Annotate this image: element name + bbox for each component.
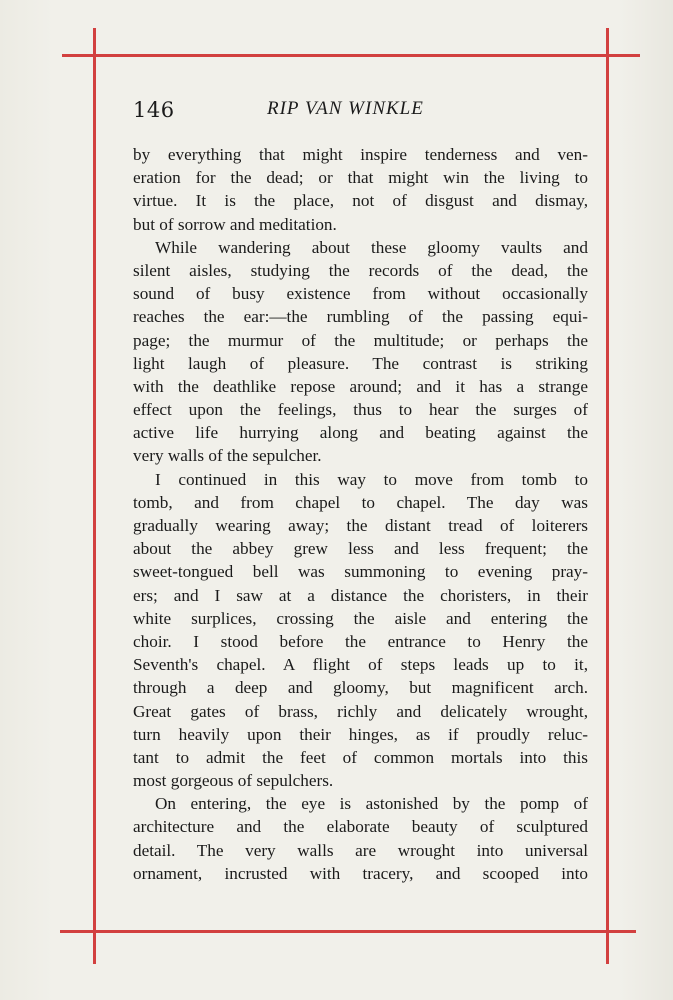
text-line: through a deep and gloomy, but magnificent arch. — [133, 678, 588, 698]
text-line: page; the murmur of the multitude; or perhaps the — [133, 330, 588, 350]
text-line: ers; and I saw at a distance the choristers, in their — [133, 585, 588, 605]
left-border-rule — [93, 28, 96, 964]
text-line: turn heavily upon their hinges, as if proudly reluc- — [133, 724, 588, 744]
text-line: virtue. It is the place, not of disgust and dismay, — [133, 191, 588, 211]
text-line: ornament, incrusted with tracery, and scooped into — [133, 863, 588, 883]
text-line: most gorgeous of sepulchers. — [133, 771, 334, 791]
text-line: Seventh's chapel. A flight of steps leads up to it, — [133, 655, 588, 675]
text-line: active life hurrying along and beating against the — [133, 423, 588, 443]
page-number: 146 — [133, 98, 175, 122]
text-line: but of sorrow and meditation. — [133, 214, 337, 234]
text-line: While wandering about these gloomy vaults and — [155, 237, 588, 257]
text-line: On entering, the eye is astonished by the pomp of — [155, 794, 588, 814]
text-line: by everything that might inspire tenderness and ven- — [133, 145, 588, 164]
text-line: reaches the ear:—the rumbling of the passing equi- — [133, 307, 588, 327]
text-line: sound of busy existence from without occasionally — [133, 284, 588, 304]
running-title: RIP VAN WINKLE — [267, 98, 424, 119]
text-line: with the deathlike repose around; and it has a strange — [133, 376, 588, 396]
text-line: silent aisles, studying the records of the dead, the — [133, 260, 588, 280]
bottom-border-rule — [60, 930, 636, 933]
text-line: gradually wearing away; the distant tread of loiterers — [133, 516, 588, 535]
text-line: very walls of the sepulcher. — [133, 446, 322, 466]
text-line: white surplices, crossing the aisle and entering the — [133, 608, 588, 628]
text-line: detail. The very walls are wrought into universal — [133, 840, 588, 860]
top-border-rule — [62, 54, 640, 57]
text-line: tant to admit the feet of common mortals into this — [133, 747, 588, 767]
text-line: tomb, and from chapel to chapel. The day was — [133, 492, 588, 512]
right-border-rule — [606, 28, 609, 964]
text-line: architecture and the elaborate beauty of sculptured — [133, 817, 588, 837]
text-line: Great gates of brass, richly and delicately wrought, — [133, 701, 588, 721]
text-line: sweet-tongued bell was summoning to evening pray- — [133, 562, 588, 582]
page-header — [133, 96, 588, 126]
body-text — [133, 143, 588, 885]
text-line: choir. I stood before the entrance to Henry the — [133, 631, 588, 651]
text-line: light laugh of pleasure. The contrast is striking — [133, 353, 588, 373]
text-line: eration for the dead; or that might win the living to — [133, 168, 588, 188]
text-line: I continued in this way to move from tomb to — [155, 469, 588, 489]
text-line: about the abbey grew less and less frequent; the — [133, 539, 588, 559]
text-line: effect upon the feelings, thus to hear the surges of — [133, 400, 588, 420]
